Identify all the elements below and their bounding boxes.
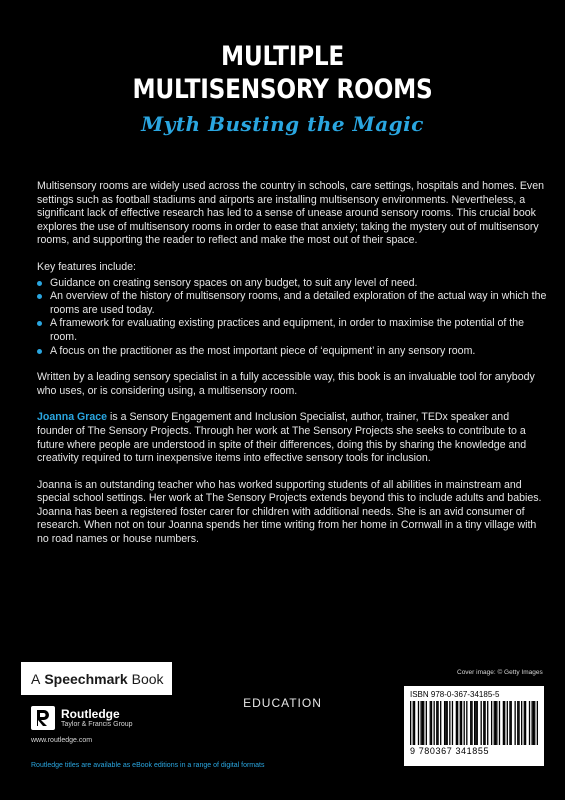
author-bio-paragraph	[37, 411, 547, 465]
barcode-bar	[495, 701, 496, 745]
barcode-bar	[517, 701, 518, 745]
author-bio-paragraph-2: Joanna is an outstanding teacher who has worked supporting students of all abilities in mainstream and special school settings. Her work at The Sensory Projects extends beyond this to include adults and babies. Joanna has been a registered foster carer for children with additional needs. She is an avid consumer of research. When not on tour Joanna spends her time writing from her home in Cornwall in a tiny village with no road names or house numbers.	[37, 478, 542, 546]
barcode-bar	[449, 701, 450, 745]
barcode-bar	[531, 701, 532, 745]
author-bio: is a Sensory Engagement and Inclusion Specialist, author, trainer, TEDx speaker and founder of The Sensory Projects. Through her work at The Sensory Projects she seeks to contribute to a future where people are understood in spite of their differences, doing this by sharing the knowledge and creativity required to turn inexpensive items into effective sensory tools for inclusion.	[37, 411, 527, 465]
publisher-logo	[31, 706, 133, 730]
barcode-bar	[434, 701, 435, 745]
speechmark-brand: Speechmark	[44, 670, 128, 687]
barcode-bar	[504, 701, 505, 745]
barcode-bar	[496, 701, 497, 745]
barcode-bar	[483, 701, 484, 745]
written-by-paragraph: Written by a leading sensory specialist in a fully accessible way, this book is an invaluable tool for anybody who uses, or is considering using, a multisensory room.	[37, 371, 535, 397]
barcode-bar	[423, 701, 424, 745]
barcode-bar	[436, 701, 437, 745]
barcode-bar	[518, 701, 519, 745]
list-item: A framework for evaluating existing practices and equipment, in order to maximise the potential of the room.	[37, 317, 547, 344]
isbn-number: ISBN 978-0-367-34185-5	[410, 690, 500, 699]
cover-image-credit: Cover image: © Getty Images	[457, 669, 543, 676]
subtitle: Myth Busting the Magic	[141, 112, 424, 136]
bullet-icon	[37, 294, 42, 299]
list-item: A focus on the practitioner as the most important piece of ‘equipment’ in any sensory room.	[37, 345, 547, 359]
barcode-bar	[414, 701, 415, 745]
bullet-icon	[37, 281, 42, 286]
barcode-bar	[514, 701, 515, 745]
barcode-bar	[494, 701, 495, 745]
barcode-bar	[418, 701, 419, 745]
barcode-bar	[487, 701, 488, 745]
barcode-bar	[471, 701, 472, 745]
publisher-website: www.routledge.com	[31, 737, 93, 744]
barcode-bar	[457, 701, 458, 745]
features-heading: Key features include:	[37, 260, 136, 273]
intro-paragraph: Multisensory rooms are widely used across the country in schools, care settings, hospitals and homes. Even settings such as football stadiums and airports are installing multisensory environments. Nevertheless, a significant lack of effective research has led to a sense of unease around sensory rooms. This crucial book explores the use of multisensory rooms in order to ease that anxiety; taking the mystery out of multisensory rooms, and supporting the reader to reflect and make the most out of their space.	[37, 180, 544, 247]
barcode-bar	[410, 701, 411, 745]
barcode-bar	[444, 701, 445, 745]
category-label: EDUCATION	[243, 696, 322, 710]
barcode-bar	[503, 701, 504, 745]
barcode-bar	[481, 701, 482, 745]
barcode-digits: 9 780367 341855	[410, 746, 490, 756]
features-list	[37, 277, 547, 359]
barcode-bar	[507, 701, 508, 745]
barcode-bar	[464, 701, 465, 745]
barcode-bar	[413, 701, 414, 745]
barcode-bar	[534, 701, 535, 745]
publisher-group: Taylor & Francis Group	[61, 721, 133, 728]
title-line-2: MULTISENSORY ROOMS	[132, 74, 433, 105]
barcode-bar	[511, 701, 512, 745]
barcode-bar	[466, 701, 467, 745]
barcode-icon	[410, 701, 538, 745]
ebook-note: Routledge titles are available as eBook editions in a range of digital formats	[31, 762, 265, 769]
barcode-bar	[499, 701, 500, 745]
barcode-bar	[456, 701, 457, 745]
bullet-icon	[37, 349, 42, 354]
barcode-bar	[533, 701, 534, 745]
barcode-bar	[537, 701, 538, 745]
barcode-bar	[484, 701, 485, 745]
barcode-bar	[470, 701, 471, 745]
barcode-bar	[477, 701, 478, 745]
isbn-barcode	[404, 686, 544, 766]
barcode-bar	[445, 701, 446, 745]
barcode-bar	[420, 701, 421, 745]
title-line-1: MULTIPLE	[220, 41, 345, 72]
list-item: An overview of the history of multisensory rooms, and a detailed exploration of the actual way in which the rooms are used today.	[37, 290, 547, 317]
barcode-bar	[461, 701, 462, 745]
bullet-icon	[37, 321, 42, 326]
back-cover-blurb	[37, 180, 547, 560]
speechmark-suffix: Book	[131, 670, 164, 687]
barcode-bar	[430, 701, 431, 745]
barcode-bar	[525, 701, 526, 745]
barcode-bar	[452, 701, 453, 745]
list-item: Guidance on creating sensory spaces on any budget, to suit any level of need.	[37, 277, 547, 291]
barcode-bar	[422, 701, 423, 745]
author-name: Joanna Grace	[37, 411, 108, 424]
speechmark-badge	[21, 662, 172, 695]
barcode-bar	[437, 701, 438, 745]
barcode-bar	[447, 701, 448, 745]
cover-title-block	[0, 40, 565, 136]
barcode-bar	[509, 701, 510, 745]
barcode-bar	[524, 701, 525, 745]
barcode-bar	[521, 701, 522, 745]
barcode-bar	[426, 701, 427, 745]
publisher-name: Routledge	[61, 707, 120, 721]
speechmark-prefix: A	[31, 670, 41, 687]
barcode-bar	[474, 701, 475, 745]
barcode-bar	[440, 701, 441, 745]
barcode-bar	[475, 701, 476, 745]
routledge-r-icon	[31, 706, 55, 730]
barcode-bar	[529, 701, 530, 745]
barcode-bar	[491, 701, 492, 745]
barcode-bar	[431, 701, 432, 745]
barcode-bar	[460, 701, 461, 745]
